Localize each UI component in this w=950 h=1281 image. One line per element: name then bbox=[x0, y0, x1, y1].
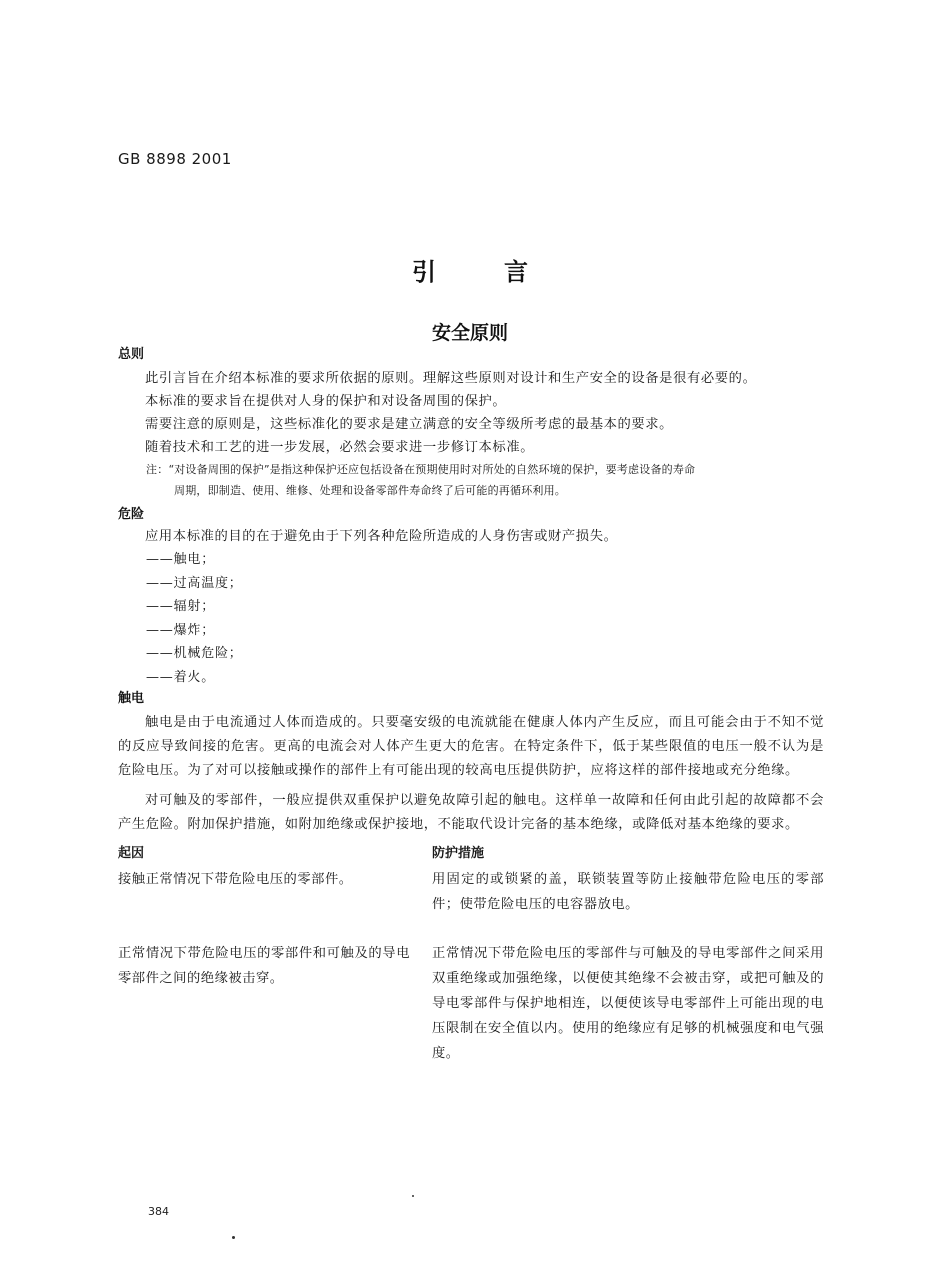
electric-shock-paragraph: 触电是由于电流通过人体而造成的。只要毫安级的电流就能在健康人体内产生反应，而且可能会由于不知不觉的反应导致间接的危害。更高的电流会对人体产生更大的危害。在特定条件下，低于某些限值的电压一般不认为是危险电压。为了对可以接触或操作的部件上有可能出现的较高电压提供防护，应将这样的部件接地或充分绝缘。 bbox=[118, 715, 824, 778]
hazards-intro: 应用本标准的目的在于避免由于下列各种危险所造成的人身伤害或财产损失。 bbox=[145, 529, 618, 544]
general-line: 需要注意的原则是，这些标准化的要求是建立满意的安全等级所考虑的最基本的要求。 bbox=[145, 417, 674, 432]
hazards-heading: 危险 bbox=[118, 507, 145, 522]
hazard-item: ——着火。 bbox=[146, 669, 215, 685]
cause-row bbox=[118, 867, 410, 941]
cause-row bbox=[118, 941, 410, 991]
note-line-1: 注：“对设备周围的保护”是指这种保护还应包括设备在预期使用时对所处的自然环境的保护，要考虑设备的寿命 bbox=[146, 463, 696, 476]
hazard-item: ——爆炸； bbox=[146, 622, 215, 638]
hazard-item: ——触电； bbox=[146, 552, 215, 567]
measure-cell: 正常情况下带危险电压的零部件与可触及的导电零部件之间采用双重绝缘或加强绝缘，以便使其绝缘不会被击穿，或把可触及的导电零部件与保护地相连，以便使该导电零部件上可能出现的电压限制在安全值以内。使用的绝缘应有足够的机械强度和电气强度。 bbox=[432, 946, 824, 1061]
hazard-item: ——过高温度； bbox=[146, 575, 243, 591]
electric-shock-heading: 触电 bbox=[118, 691, 145, 706]
cause-cell: 正常情况下带危险电压的零部件和可触及的导电零部件之间的绝缘被击穿。 bbox=[118, 946, 410, 986]
measure-row bbox=[432, 941, 824, 1066]
note-line-2: 周期，即制造、使用、维修、处理和设备零部件寿命终了后可能的再循环利用。 bbox=[174, 484, 566, 497]
measure-row bbox=[432, 867, 824, 941]
electric-shock-paragraph: 对可触及的零部件，一般应提供双重保护以避免故障引起的触电。这样单一故障和任何由此引起的故障都不会产生危险。附加保护措施，如附加绝缘或保护接地，不能取代设计完备的基本绝缘，或降低对基本绝缘的要求。 bbox=[118, 793, 824, 832]
general-heading: 总则 bbox=[118, 347, 145, 362]
page-title: 引言 bbox=[412, 258, 596, 286]
scan-speck bbox=[412, 1195, 414, 1197]
main-content bbox=[118, 345, 824, 1066]
section-title: 安全原则 bbox=[431, 322, 508, 344]
general-line: 随着技术和工艺的进一步发展，必然会要求进一步修订本标准。 bbox=[145, 440, 535, 455]
cause-column bbox=[118, 843, 410, 1066]
hazard-item: ——辐射； bbox=[146, 599, 215, 614]
general-line: 本标准的要求旨在提供对人身的保护和对设备周围的保护。 bbox=[145, 394, 507, 409]
cause-heading: 起因 bbox=[118, 846, 145, 861]
measure-heading: 防护措施 bbox=[432, 846, 485, 861]
hazard-item: ——机械危险； bbox=[146, 646, 243, 661]
cause-measure-table bbox=[118, 843, 824, 1066]
measure-cell: 用固定的或锁紧的盖，联锁装置等防止接触带危险电压的零部件；使带危险电压的电容器放电。 bbox=[432, 872, 824, 912]
measure-column bbox=[432, 843, 824, 1066]
general-paragraph: 此引言旨在介绍本标准的要求所依据的原则。理解这些原则对设计和生产安全的设备是很有必要的。 bbox=[145, 371, 757, 386]
cause-cell: 接触正常情况下带危险电压的零部件。 bbox=[118, 872, 353, 887]
note bbox=[146, 459, 824, 501]
standard-code: GB 8898 2001 bbox=[118, 150, 232, 168]
page-number: 384 bbox=[148, 1205, 169, 1218]
scan-speck bbox=[232, 1236, 235, 1239]
